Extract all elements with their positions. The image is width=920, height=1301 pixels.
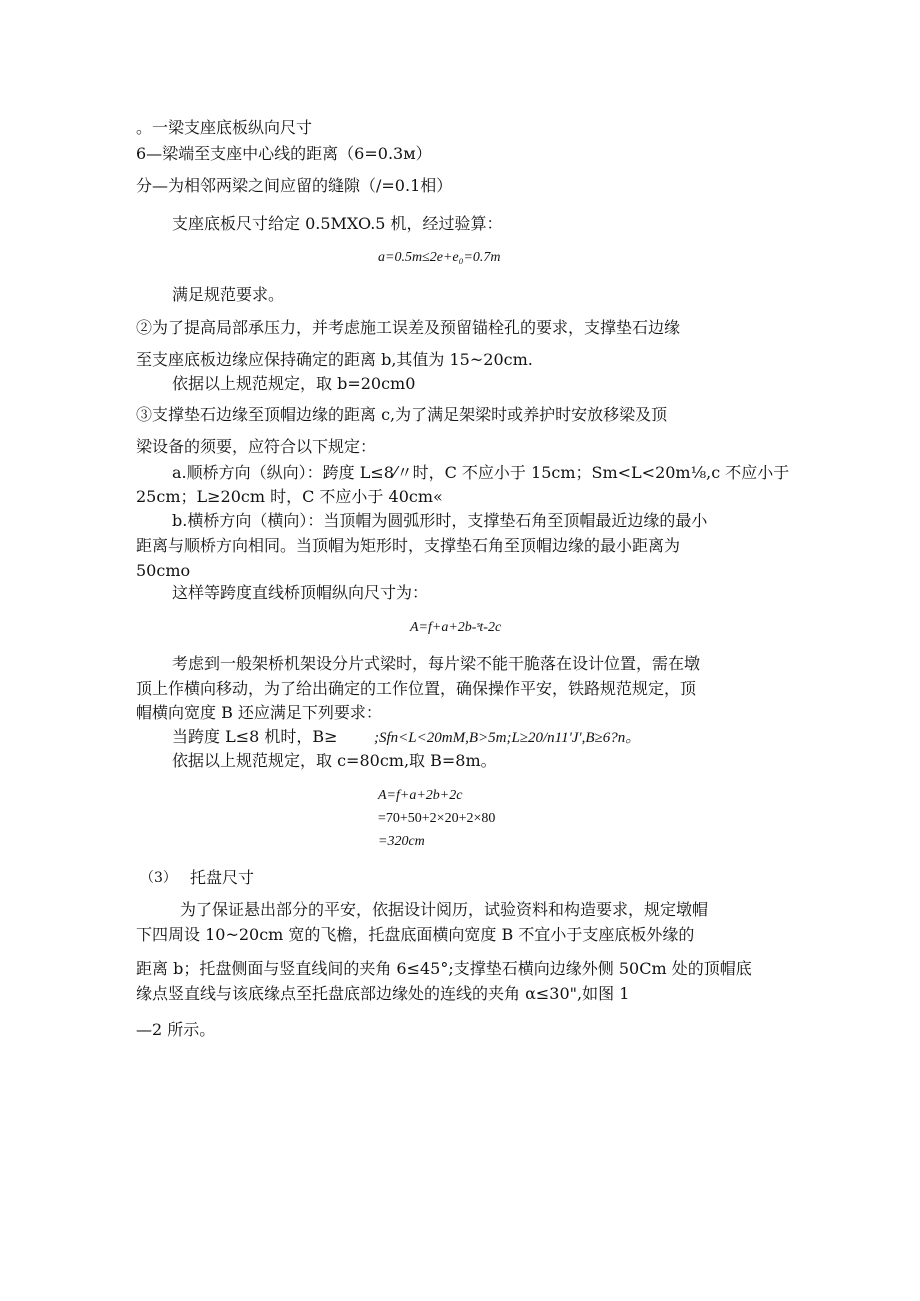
- text-line: 帽横向宽度 B 还应满足下列要求：: [136, 703, 382, 722]
- formula: a=0.5m≤2e+e₀=0.7m: [378, 250, 501, 265]
- text-line: 。一梁支座底板纵向尺寸: [136, 118, 313, 137]
- text-line: —2 所示。: [136, 1020, 216, 1039]
- text-line: ③支撑垫石边缘至顶帽边缘的距离 c,为了满足架梁时或养护时安放移梁及顶: [136, 405, 668, 424]
- text-line: 6—梁端至支座中心线的距离（6=0.3м）: [136, 144, 432, 163]
- formula: =70+50+2×20+2×80: [378, 811, 496, 826]
- text-line: 分—为相邻两梁之间应留的缝隙（/=0.1相）: [136, 176, 453, 195]
- text-line: b.横桥方向（横向）：当顶帽为圆弧形时，支撑垫石角至顶帽最近边缘的最小: [172, 511, 708, 530]
- text-line: 梁设备的须要，应符合以下规定：: [136, 437, 377, 456]
- text-line: 下四周设 10~20cm 宽的飞檐，托盘底面横向宽度 B 不宜小于支座底板外缘的: [136, 925, 695, 944]
- text-line: 当跨度 L≤8 机时，B≥: [172, 727, 338, 746]
- text-line: 支座底板尺寸给定 0.5MXO.5 机，经过验算：: [172, 214, 503, 233]
- text-line: 50cmo: [136, 561, 191, 580]
- text-line: 满足规范要求。: [172, 285, 285, 304]
- text-line: 为了保证悬出部分的平安，依据设计阅历，试验资料和构造要求，规定墩帽: [180, 900, 709, 919]
- text-line: 25cm；L≥20cm 时，C 不应小于 40cm«: [136, 487, 443, 506]
- formula: A=f+a+2b+2c: [378, 788, 463, 803]
- text-line: 至支座底板边缘应保持确定的距离 b,其值为 15~20cm.: [136, 350, 533, 369]
- text-line: 依据以上规范规定，取 c=80cm,取 B=8m。: [172, 751, 497, 770]
- formula: =320cm: [378, 834, 425, 849]
- text-line: ②为了提高局部承压力，并考虑施工误差及预留锚栓孔的要求，支撑垫石边缘: [136, 318, 681, 337]
- text-line: 这样等跨度直线桥顶帽纵向尺寸为：: [172, 583, 429, 602]
- text-line: 考虑到一般架桥机架设分片式梁时，每片梁不能干脆落在设计位置，需在墩: [172, 654, 701, 673]
- text-line: 距离 b；托盘侧面与竖直线间的夹角 6≤45°;支撑垫石横向边缘外侧 50Cm 处的顶帽底: [136, 959, 752, 978]
- section-number: （3）: [140, 870, 177, 886]
- text-line: ;Sfn<L<20mM,B>5m;L≥20/n11'J',B≥6?n。: [374, 730, 641, 746]
- text-line: 距离与顺桥方向相同。当顶帽为矩形时，支撑垫石角至顶帽边缘的最小距离为: [136, 536, 681, 555]
- text-line: 依据以上规范规定，取 b=20cm0: [172, 374, 416, 393]
- section-heading: 托盘尺寸: [190, 868, 255, 887]
- text-line: 缘点竖直线与该底缘点至托盘底部边缘处的连线的夹角 α≤30",如图 1: [136, 984, 630, 1003]
- formula: A=f+a+2b-ˢt-2c: [410, 620, 502, 635]
- text-line: a.顺桥方向（纵向）：跨度 L≤8⁄〃时，C 不应小于 15cm；Sm<L<20m⅛,c 不应小于: [172, 463, 790, 482]
- text-line: 顶上作横向移动，为了给出确定的工作位置，确保操作平安，铁路规范规定，顶: [136, 679, 697, 698]
